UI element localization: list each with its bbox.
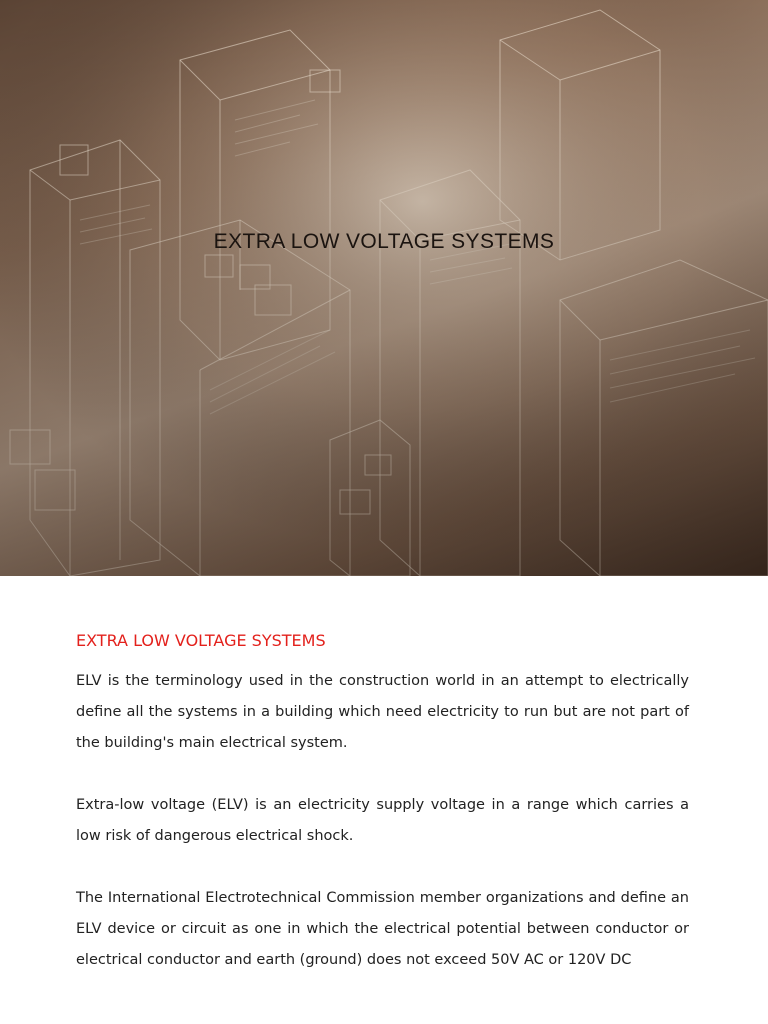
document-body (76, 624, 689, 1007)
paragraph-elv-definition: ELV is the terminology used in the construction world in an attempt to electrically define all the systems in a building which need electricity to run but are not part of the building's main electrical system. (76, 673, 689, 751)
cover-title: EXTRA LOW VOLTAGE SYSTEMS (213, 230, 555, 253)
section-heading: EXTRA LOW VOLTAGE SYSTEMS (76, 631, 326, 650)
paragraph-iec-definition: The International Electrotechnical Commission member organizations and define an ELV device or circuit as one in which the electrical potential between conductor or electrical conductor and earth (ground) does not exceed 50V AC or 120V DC (76, 890, 689, 968)
paragraph-elv-risk: Extra-low voltage (ELV) is an electricity supply voltage in a range which carries a low risk of dangerous electrical shock. (76, 797, 689, 844)
